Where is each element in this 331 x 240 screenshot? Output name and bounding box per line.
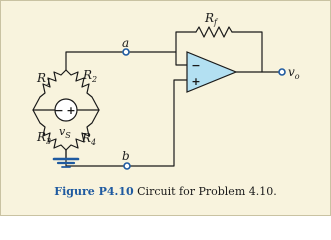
label-r3: $R_3$ <box>37 130 52 146</box>
opamp-minus-sign: − <box>191 59 201 72</box>
caption-label: Figure P4.10 <box>54 185 134 198</box>
wire-feedback-right <box>232 32 262 72</box>
terminal-b <box>124 163 130 169</box>
figure-caption <box>0 185 331 198</box>
label-node-b: b <box>122 149 130 163</box>
wire-inverting <box>130 52 187 65</box>
label-r1: $R_1$ <box>37 71 52 87</box>
resistor-rf <box>196 27 232 37</box>
wire-top <box>66 52 122 70</box>
label-rf: $R_f$ <box>205 11 218 27</box>
source-minus-sign: − <box>54 104 64 117</box>
label-node-a: a <box>122 36 130 50</box>
wire-feedback <box>176 32 196 52</box>
terminal-output <box>279 69 285 75</box>
label-vo: $v_o$ <box>288 65 300 81</box>
caption-text: Circuit for Problem 4.10. <box>137 185 277 198</box>
label-r2: $R_2$ <box>83 68 98 84</box>
label-vs: $v_S$ <box>59 125 71 140</box>
label-r4: $R_4$ <box>82 131 97 147</box>
source-plus-sign: + <box>66 104 76 117</box>
opamp-plus-sign: + <box>191 75 201 88</box>
wire-noninverting <box>130 80 187 166</box>
